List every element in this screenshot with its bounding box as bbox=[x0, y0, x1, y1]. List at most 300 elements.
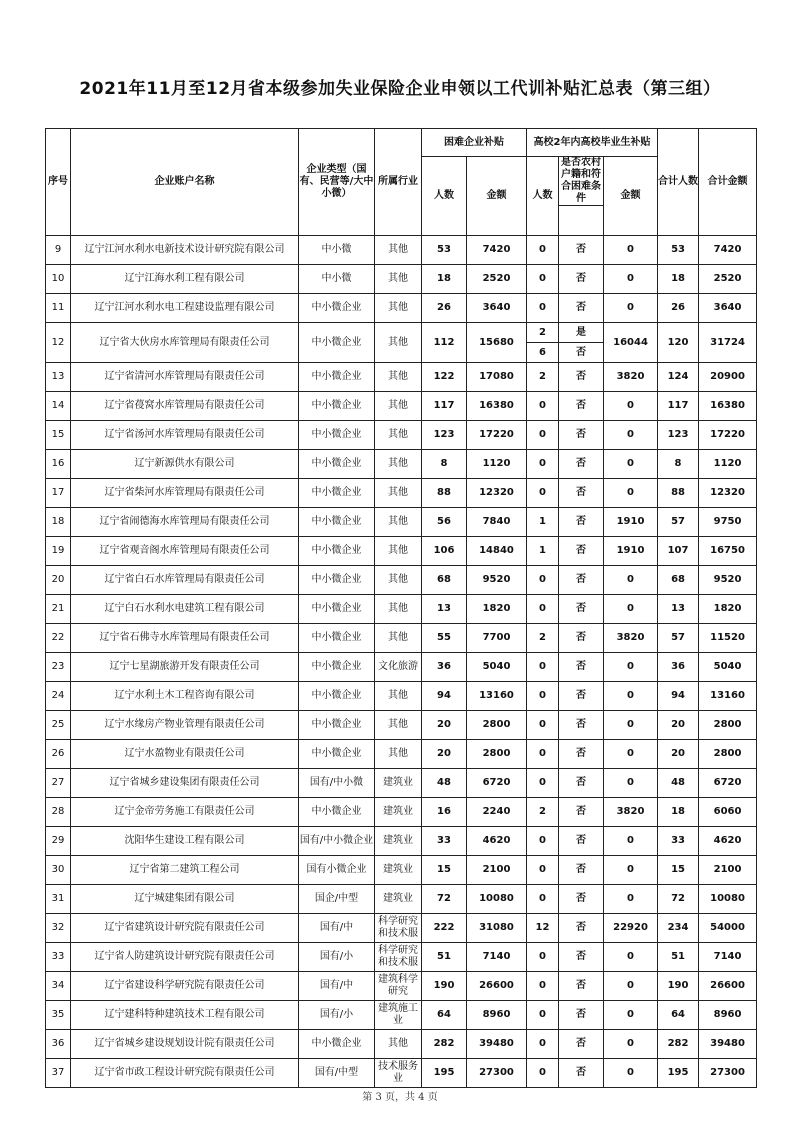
row-grad-amount: 3820 bbox=[604, 363, 658, 392]
row-hard-amount: 8960 bbox=[467, 1001, 527, 1030]
row-seq: 22 bbox=[46, 624, 71, 653]
row-company-type: 国有/小 bbox=[299, 943, 375, 972]
row-grad-amount: 0 bbox=[604, 740, 658, 769]
row-seq: 20 bbox=[46, 566, 71, 595]
row-industry: 建筑科学研究 bbox=[375, 972, 422, 1001]
row-total-persons: 195 bbox=[658, 1059, 699, 1088]
row-total-persons: 94 bbox=[658, 682, 699, 711]
row-seq: 28 bbox=[46, 798, 71, 827]
row-company-name: 辽宁城建集团有限公司 bbox=[71, 885, 299, 914]
row-hard-persons: 64 bbox=[422, 1001, 467, 1030]
row-industry: 其他 bbox=[375, 421, 422, 450]
row-industry: 建筑业 bbox=[375, 856, 422, 885]
row-seq: 36 bbox=[46, 1030, 71, 1059]
row-company-type: 中小微企业 bbox=[299, 624, 375, 653]
row-company-name: 辽宁省柴河水库管理局有限责任公司 bbox=[71, 479, 299, 508]
row-industry: 建筑业 bbox=[375, 827, 422, 856]
row-industry: 其他 bbox=[375, 595, 422, 624]
row-hard-persons: 282 bbox=[422, 1030, 467, 1059]
row-grad-persons: 0 bbox=[527, 827, 559, 856]
row-industry: 其他 bbox=[375, 450, 422, 479]
row-grad-persons: 0 bbox=[527, 856, 559, 885]
table-row bbox=[46, 363, 757, 392]
row-seq: 32 bbox=[46, 914, 71, 943]
row-grad-amount: 0 bbox=[604, 943, 658, 972]
row-industry: 技术服务业 bbox=[375, 1059, 422, 1088]
page-footer: 第 3 页，共 4 页 bbox=[362, 1092, 438, 1103]
row-total-amount: 10080 bbox=[699, 885, 757, 914]
row-grad-amount: 3820 bbox=[604, 798, 658, 827]
row-rural: 否 bbox=[559, 624, 604, 653]
row-company-type: 国有/中 bbox=[299, 914, 375, 943]
row-company-name: 辽宁省市政工程设计研究院有限责任公司 bbox=[71, 1059, 299, 1088]
row-hard-persons: 112 bbox=[422, 323, 467, 363]
row-total-persons: 72 bbox=[658, 885, 699, 914]
row-seq: 21 bbox=[46, 595, 71, 624]
row-company-type: 中小微企业 bbox=[299, 323, 375, 363]
row-total-persons: 33 bbox=[658, 827, 699, 856]
row-hard-persons: 195 bbox=[422, 1059, 467, 1088]
row-seq: 11 bbox=[46, 294, 71, 323]
page-title: 2021年11月至12月省本级参加失业保险企业申领以工代训补贴汇总表（第三组） bbox=[79, 79, 721, 99]
row-hard-amount: 26600 bbox=[467, 972, 527, 1001]
row-grad-amount: 0 bbox=[604, 972, 658, 1001]
row-company-type: 中小微企业 bbox=[299, 421, 375, 450]
row-seq: 31 bbox=[46, 885, 71, 914]
row-rural: 否 bbox=[559, 537, 604, 566]
row-company-name: 辽宁金帝劳务施工有限责任公司 bbox=[71, 798, 299, 827]
row-rural: 否 bbox=[559, 479, 604, 508]
table-row bbox=[46, 1001, 757, 1030]
row-company-type: 国企/中型 bbox=[299, 885, 375, 914]
row-hard-amount: 31080 bbox=[467, 914, 527, 943]
row-rural: 否 bbox=[559, 566, 604, 595]
row-rural: 否 bbox=[559, 595, 604, 624]
row-rural: 否 bbox=[559, 363, 604, 392]
row-grad-persons: 0 bbox=[527, 682, 559, 711]
row-hard-persons: 33 bbox=[422, 827, 467, 856]
row-hard-persons: 26 bbox=[422, 294, 467, 323]
row-hard-persons: 13 bbox=[422, 595, 467, 624]
row-rural: 否 bbox=[559, 914, 604, 943]
row-industry: 科学研究和技术服 bbox=[375, 914, 422, 943]
row-industry: 其他 bbox=[375, 508, 422, 537]
row-company-name: 辽宁省白石水库管理局有限责任公司 bbox=[71, 566, 299, 595]
row-grad-persons: 2 bbox=[527, 323, 559, 343]
row-total-amount: 6720 bbox=[699, 769, 757, 798]
header-name: 企业账户名称 bbox=[71, 129, 299, 236]
row-total-persons: 53 bbox=[658, 236, 699, 265]
table-row bbox=[46, 798, 757, 827]
table-row bbox=[46, 682, 757, 711]
row-seq: 15 bbox=[46, 421, 71, 450]
row-company-type: 国有/中 bbox=[299, 972, 375, 1001]
row-hard-persons: 117 bbox=[422, 392, 467, 421]
table-row bbox=[46, 914, 757, 943]
row-industry: 其他 bbox=[375, 392, 422, 421]
row-grad-persons: 0 bbox=[527, 711, 559, 740]
row-company-name: 辽宁水利土木工程咨询有限公司 bbox=[71, 682, 299, 711]
row-hard-amount: 1120 bbox=[467, 450, 527, 479]
row-grad-persons: 2 bbox=[527, 624, 559, 653]
row-total-amount: 7420 bbox=[699, 236, 757, 265]
row-rural: 否 bbox=[559, 856, 604, 885]
row-grad-persons: 0 bbox=[527, 294, 559, 323]
row-total-persons: 20 bbox=[658, 711, 699, 740]
row-hard-persons: 222 bbox=[422, 914, 467, 943]
row-company-type: 中小微 bbox=[299, 236, 375, 265]
header-type: 企业类型（国有、民营等/大中小微） bbox=[299, 129, 375, 236]
row-rural: 否 bbox=[559, 1030, 604, 1059]
table-row bbox=[46, 1030, 757, 1059]
row-total-amount: 4620 bbox=[699, 827, 757, 856]
header-grad-persons: 人数 bbox=[527, 157, 559, 236]
header-total-amount: 合计金额 bbox=[699, 129, 757, 236]
row-grad-amount: 0 bbox=[604, 595, 658, 624]
row-company-name: 辽宁省城乡建设集团有限责任公司 bbox=[71, 769, 299, 798]
header-rural-cont bbox=[559, 206, 604, 236]
row-hard-persons: 190 bbox=[422, 972, 467, 1001]
row-total-persons: 64 bbox=[658, 1001, 699, 1030]
row-hard-amount: 2520 bbox=[467, 265, 527, 294]
row-hard-amount: 17220 bbox=[467, 421, 527, 450]
row-seq: 30 bbox=[46, 856, 71, 885]
row-grad-persons: 0 bbox=[527, 972, 559, 1001]
row-grad-persons: 0 bbox=[527, 236, 559, 265]
row-company-name: 辽宁七星湖旅游开发有限责任公司 bbox=[71, 653, 299, 682]
row-hard-amount: 12320 bbox=[467, 479, 527, 508]
row-hard-persons: 94 bbox=[422, 682, 467, 711]
row-grad-persons: 0 bbox=[527, 769, 559, 798]
row-company-name: 辽宁江河水利水电新技术设计研究院有限公司 bbox=[71, 236, 299, 265]
row-total-amount: 9520 bbox=[699, 566, 757, 595]
table-row bbox=[46, 450, 757, 479]
row-industry: 其他 bbox=[375, 624, 422, 653]
row-total-persons: 57 bbox=[658, 624, 699, 653]
row-total-amount: 54000 bbox=[699, 914, 757, 943]
row-hard-amount: 13160 bbox=[467, 682, 527, 711]
row-hard-persons: 122 bbox=[422, 363, 467, 392]
row-company-type: 中小微企业 bbox=[299, 798, 375, 827]
row-total-persons: 15 bbox=[658, 856, 699, 885]
header-grad-subsidy: 高校2年内高校毕业生补贴 bbox=[527, 129, 658, 157]
row-total-persons: 18 bbox=[658, 798, 699, 827]
row-industry: 其他 bbox=[375, 1030, 422, 1059]
row-industry: 建筑业 bbox=[375, 885, 422, 914]
row-total-amount: 17220 bbox=[699, 421, 757, 450]
row-industry: 其他 bbox=[375, 236, 422, 265]
row-industry: 其他 bbox=[375, 682, 422, 711]
row-grad-persons: 0 bbox=[527, 1059, 559, 1088]
row-grad-amount: 0 bbox=[604, 1030, 658, 1059]
row-grad-amount: 0 bbox=[604, 392, 658, 421]
table-row bbox=[46, 537, 757, 566]
row-grad-amount: 0 bbox=[604, 566, 658, 595]
row-hard-amount: 7840 bbox=[467, 508, 527, 537]
row-rural: 否 bbox=[559, 294, 604, 323]
table-row bbox=[46, 972, 757, 1001]
row-company-name: 辽宁水盈物业有限责任公司 bbox=[71, 740, 299, 769]
row-hard-amount: 14840 bbox=[467, 537, 527, 566]
row-grad-persons: 0 bbox=[527, 421, 559, 450]
row-grad-amount: 0 bbox=[604, 236, 658, 265]
row-hard-amount: 39480 bbox=[467, 1030, 527, 1059]
row-grad-amount: 0 bbox=[604, 1001, 658, 1030]
table-row bbox=[46, 885, 757, 914]
row-total-persons: 36 bbox=[658, 653, 699, 682]
row-grad-amount: 0 bbox=[604, 421, 658, 450]
row-hard-amount: 7700 bbox=[467, 624, 527, 653]
row-total-amount: 2800 bbox=[699, 740, 757, 769]
row-grad-amount: 0 bbox=[604, 265, 658, 294]
row-total-persons: 68 bbox=[658, 566, 699, 595]
row-hard-persons: 20 bbox=[422, 740, 467, 769]
row-rural: 否 bbox=[559, 798, 604, 827]
row-company-name: 辽宁省闹德海水库管理局有限责任公司 bbox=[71, 508, 299, 537]
table-row bbox=[46, 566, 757, 595]
row-company-type: 中小微企业 bbox=[299, 479, 375, 508]
row-industry: 其他 bbox=[375, 265, 422, 294]
row-total-amount: 16380 bbox=[699, 392, 757, 421]
row-seq: 13 bbox=[46, 363, 71, 392]
row-total-persons: 282 bbox=[658, 1030, 699, 1059]
row-total-amount: 16750 bbox=[699, 537, 757, 566]
table-row bbox=[46, 769, 757, 798]
row-grad-persons: 0 bbox=[527, 595, 559, 624]
row-industry: 其他 bbox=[375, 566, 422, 595]
table-row bbox=[46, 740, 757, 769]
row-company-type: 中小微企业 bbox=[299, 450, 375, 479]
row-hard-persons: 88 bbox=[422, 479, 467, 508]
row-grad-amount: 1910 bbox=[604, 508, 658, 537]
row-industry: 其他 bbox=[375, 294, 422, 323]
row-total-persons: 18 bbox=[658, 265, 699, 294]
row-hard-amount: 4620 bbox=[467, 827, 527, 856]
row-hard-amount: 2240 bbox=[467, 798, 527, 827]
header-seq: 序号 bbox=[46, 129, 71, 236]
table-row bbox=[46, 943, 757, 972]
row-total-amount: 39480 bbox=[699, 1030, 757, 1059]
header-hard-subsidy: 困难企业补贴 bbox=[422, 129, 527, 157]
row-total-amount: 2800 bbox=[699, 711, 757, 740]
table-row bbox=[46, 294, 757, 323]
row-total-persons: 107 bbox=[658, 537, 699, 566]
row-seq: 23 bbox=[46, 653, 71, 682]
row-hard-amount: 5040 bbox=[467, 653, 527, 682]
row-seq: 18 bbox=[46, 508, 71, 537]
row-rural: 否 bbox=[559, 711, 604, 740]
row-rural: 否 bbox=[559, 236, 604, 265]
row-grad-persons: 0 bbox=[527, 653, 559, 682]
row-company-type: 国有小微企业 bbox=[299, 856, 375, 885]
row-grad-amount: 0 bbox=[604, 294, 658, 323]
row-company-type: 国有/中型 bbox=[299, 1059, 375, 1088]
row-rural: 否 bbox=[559, 972, 604, 1001]
row-hard-amount: 2800 bbox=[467, 740, 527, 769]
row-company-type: 国有/中小微 bbox=[299, 769, 375, 798]
header-hard-persons: 人数 bbox=[422, 157, 467, 236]
row-industry: 其他 bbox=[375, 363, 422, 392]
row-grad-persons: 0 bbox=[527, 740, 559, 769]
row-rural: 否 bbox=[559, 343, 604, 363]
row-seq: 19 bbox=[46, 537, 71, 566]
row-rural: 否 bbox=[559, 943, 604, 972]
row-hard-persons: 16 bbox=[422, 798, 467, 827]
row-hard-amount: 15680 bbox=[467, 323, 527, 363]
table-row bbox=[46, 508, 757, 537]
table-row bbox=[46, 421, 757, 450]
table-row bbox=[46, 265, 757, 294]
row-total-persons: 20 bbox=[658, 740, 699, 769]
row-total-amount: 31724 bbox=[699, 323, 757, 363]
row-company-type: 中小微企业 bbox=[299, 363, 375, 392]
row-company-type: 中小微企业 bbox=[299, 508, 375, 537]
row-company-name: 辽宁省汤河水库管理局有限责任公司 bbox=[71, 421, 299, 450]
row-grad-amount: 0 bbox=[604, 885, 658, 914]
row-industry: 其他 bbox=[375, 537, 422, 566]
row-rural: 是 bbox=[559, 323, 604, 343]
row-seq: 26 bbox=[46, 740, 71, 769]
row-company-name: 辽宁省大伙房水库管理局有限责任公司 bbox=[71, 323, 299, 363]
row-company-type: 中小微企业 bbox=[299, 392, 375, 421]
row-grad-amount: 0 bbox=[604, 827, 658, 856]
row-hard-amount: 3640 bbox=[467, 294, 527, 323]
row-rural: 否 bbox=[559, 769, 604, 798]
row-company-name: 辽宁省观音阁水库管理局有限责任公司 bbox=[71, 537, 299, 566]
row-grad-amount: 0 bbox=[604, 653, 658, 682]
row-rural: 否 bbox=[559, 740, 604, 769]
row-grad-persons: 1 bbox=[527, 537, 559, 566]
row-rural: 否 bbox=[559, 508, 604, 537]
row-company-type: 中小微企业 bbox=[299, 682, 375, 711]
row-total-amount: 1120 bbox=[699, 450, 757, 479]
row-total-amount: 5040 bbox=[699, 653, 757, 682]
row-total-persons: 120 bbox=[658, 323, 699, 363]
row-seq: 29 bbox=[46, 827, 71, 856]
row-grad-amount: 0 bbox=[604, 711, 658, 740]
row-total-persons: 234 bbox=[658, 914, 699, 943]
row-rural: 否 bbox=[559, 653, 604, 682]
row-hard-amount: 17080 bbox=[467, 363, 527, 392]
row-company-type: 中小微 bbox=[299, 265, 375, 294]
row-rural: 否 bbox=[559, 450, 604, 479]
row-company-type: 中小微企业 bbox=[299, 294, 375, 323]
row-company-name: 辽宁水缘房产物业管理有限责任公司 bbox=[71, 711, 299, 740]
row-hard-persons: 72 bbox=[422, 885, 467, 914]
row-rural: 否 bbox=[559, 827, 604, 856]
row-grad-persons: 0 bbox=[527, 566, 559, 595]
row-grad-amount: 0 bbox=[604, 769, 658, 798]
row-company-type: 中小微企业 bbox=[299, 595, 375, 624]
row-grad-amount: 0 bbox=[604, 479, 658, 508]
row-industry: 建筑施工业 bbox=[375, 1001, 422, 1030]
row-total-persons: 190 bbox=[658, 972, 699, 1001]
row-company-name: 辽宁江河水利水电工程建设监理有限公司 bbox=[71, 294, 299, 323]
table-body bbox=[46, 236, 757, 1088]
row-company-name: 辽宁江海水利工程有限公司 bbox=[71, 265, 299, 294]
row-hard-amount: 6720 bbox=[467, 769, 527, 798]
row-company-type: 中小微企业 bbox=[299, 1030, 375, 1059]
row-industry: 科学研究和技术服 bbox=[375, 943, 422, 972]
row-grad-persons: 0 bbox=[527, 479, 559, 508]
row-total-amount: 3640 bbox=[699, 294, 757, 323]
row-hard-persons: 53 bbox=[422, 236, 467, 265]
row-rural: 否 bbox=[559, 1059, 604, 1088]
row-total-persons: 51 bbox=[658, 943, 699, 972]
row-grad-persons: 0 bbox=[527, 885, 559, 914]
row-rural: 否 bbox=[559, 421, 604, 450]
row-rural: 否 bbox=[559, 1001, 604, 1030]
table-row bbox=[46, 392, 757, 421]
row-hard-persons: 15 bbox=[422, 856, 467, 885]
row-grad-persons: 0 bbox=[527, 943, 559, 972]
row-seq: 14 bbox=[46, 392, 71, 421]
row-total-amount: 2100 bbox=[699, 856, 757, 885]
row-total-amount: 27300 bbox=[699, 1059, 757, 1088]
row-hard-persons: 8 bbox=[422, 450, 467, 479]
subsidy-table bbox=[45, 128, 757, 1088]
row-company-type: 中小微企业 bbox=[299, 537, 375, 566]
row-company-type: 中小微企业 bbox=[299, 566, 375, 595]
row-seq: 16 bbox=[46, 450, 71, 479]
row-hard-persons: 68 bbox=[422, 566, 467, 595]
row-hard-persons: 55 bbox=[422, 624, 467, 653]
row-hard-amount: 9520 bbox=[467, 566, 527, 595]
row-hard-persons: 18 bbox=[422, 265, 467, 294]
row-grad-amount: 22920 bbox=[604, 914, 658, 943]
row-grad-amount: 3820 bbox=[604, 624, 658, 653]
row-grad-amount: 16044 bbox=[604, 323, 658, 363]
row-hard-persons: 48 bbox=[422, 769, 467, 798]
row-grad-persons: 12 bbox=[527, 914, 559, 943]
row-company-type: 国有/中小微企业 bbox=[299, 827, 375, 856]
table-row bbox=[46, 236, 757, 265]
row-hard-persons: 56 bbox=[422, 508, 467, 537]
row-grad-persons: 6 bbox=[527, 343, 559, 363]
table-row bbox=[46, 856, 757, 885]
header-grad-amount: 金额 bbox=[604, 157, 658, 236]
row-hard-amount: 2800 bbox=[467, 711, 527, 740]
row-total-persons: 48 bbox=[658, 769, 699, 798]
row-total-persons: 13 bbox=[658, 595, 699, 624]
row-industry: 其他 bbox=[375, 740, 422, 769]
row-company-name: 辽宁建科特种建筑技术工程有限公司 bbox=[71, 1001, 299, 1030]
row-seq: 24 bbox=[46, 682, 71, 711]
row-hard-persons: 106 bbox=[422, 537, 467, 566]
row-rural: 否 bbox=[559, 885, 604, 914]
row-grad-persons: 1 bbox=[527, 508, 559, 537]
row-total-amount: 12320 bbox=[699, 479, 757, 508]
row-hard-amount: 7140 bbox=[467, 943, 527, 972]
row-total-persons: 88 bbox=[658, 479, 699, 508]
row-total-amount: 11520 bbox=[699, 624, 757, 653]
header-total-persons: 合计人数 bbox=[658, 129, 699, 236]
row-seq: 25 bbox=[46, 711, 71, 740]
row-rural: 否 bbox=[559, 265, 604, 294]
table-row bbox=[46, 624, 757, 653]
row-company-type: 国有/小 bbox=[299, 1001, 375, 1030]
table-row bbox=[46, 479, 757, 508]
row-total-persons: 123 bbox=[658, 421, 699, 450]
row-total-persons: 57 bbox=[658, 508, 699, 537]
row-hard-persons: 123 bbox=[422, 421, 467, 450]
row-grad-persons: 0 bbox=[527, 1001, 559, 1030]
header-industry: 所属行业 bbox=[375, 129, 422, 236]
row-industry: 建筑业 bbox=[375, 769, 422, 798]
table-row bbox=[46, 1059, 757, 1088]
row-hard-amount: 7420 bbox=[467, 236, 527, 265]
row-grad-amount: 0 bbox=[604, 450, 658, 479]
